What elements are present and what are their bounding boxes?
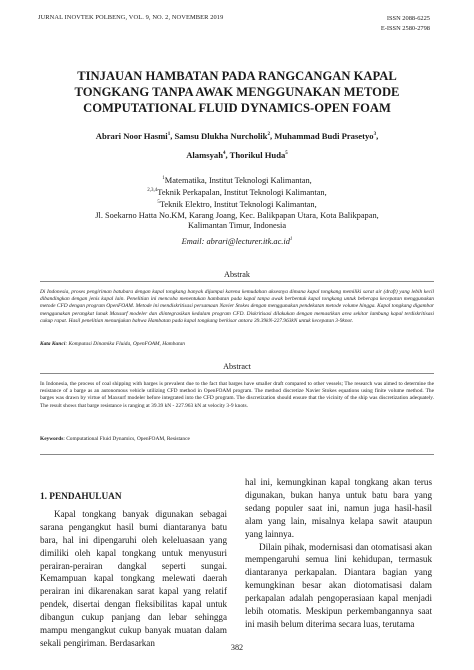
kata-kunci-label: Kata Kunci [40,341,66,347]
email-address[interactable]: Email: abrari@lecturer.itk.ac.id [181,237,290,246]
affiliation-text: Teknik Elektro, Institut Teknologi Kalimantan, [159,200,317,210]
paragraph: Kapal tongkang banyak digunakan sebagai sarana pengangkut hasil bumi diantaranya batu bara, hal ini dipengaruhi oleh keleluasaan yang dimiliki oleh kapal tongkang untuk menyusuri perairan-perairan dangkal seperti sungai. Kemampuan kapal tongkang melewati daerah perairan ini dikarenakan sarat kapal yang relatif pendek, disertai dengan fleksibilitas kapal untuk dibangun cukup panjang dan lebar sehingga mampu mengangkut cukup banyak muatan dalam sekali pengiriman. Berdasarkan [40,508,227,648]
divider [40,281,434,282]
abstrak-body: Di Indonesia, proses pengiriman batubara dengan kapal tongkang banyak dijumpai karena kemudahan aksesnya dimana kapal tongkang memiliki sarat air (draft) yang lebih kecil dibandingkan dengan jenis kapal lain. Penelitian ini mencoba menentukan hambatan pada kapal tanpa awak berbentuk kapal tongkang untuk beberapa kecepatan menggunakan metode CFD dengan program OpenFOAM. Metode ini mendiskritisasi persamaan Navier Stokes dengan menggunakan pendekatan metode volume hingga. Kapal tongkang digambar menggunakan perangkat lunak Maxsurf modeler dan diintegrasikan kedalam program CFD. Diskritisasi dilakukan dengan memastikan area sekitar lambung kapal terdiskritisasi cukup rapat. Hasil penelitian menunjukan bahwa Hambatan pada kapal tongkang berkisar antara 39.39kN-227.963kN untuk kecepatan 3-9knot. [40,289,435,324]
journal-header: JURNAL INOVTEK POLBENG, VOL. 9, NO. 2, NOVEMBER 2019 [38,14,224,21]
keywords-text: : Computational Fluid Dynamics, OpenFOAM, Resistance [63,436,190,442]
author-sup: 1 [167,132,171,137]
author-sep: , [376,130,379,141]
section-title: 1. PENDAHULUAN [40,492,122,502]
author-line [40,126,434,145]
affiliations [40,174,434,231]
email-sup: 1 [289,237,293,243]
author-sup: 3 [373,132,377,137]
left-column [40,491,227,650]
abstrak-heading: Abstrak [224,270,250,279]
author-name: Abrari Noor Hasmi [95,130,168,141]
abstract-heading: Abstract [223,362,251,371]
author-list [40,126,434,164]
affiliation-text: Matematika, Institut Teknologi Kalimantan, [164,175,312,185]
title-line: TINJAUAN HAMBATAN PADA RANGCANGAN KAPAL [77,69,397,83]
keywords-label: Keywords [40,436,64,442]
author-sup: 5 [285,150,288,156]
title-line: TONGKANG TANPA AWAK MENGGUNAKAN METODE [74,85,400,99]
paragraph: hal ini, kemungkinan kapal tongkang akan terus digunakan, bukan hanya untuk batu bara yang sedang populer saat ini, namun juga hasil-hasil alam yang lain, misalnya kelapa sawit ataupun yang lainnya. [245,477,432,539]
affiliation-sup: 1 [162,176,165,181]
issn-block [381,14,430,34]
author-name: , Samsu Dlukha Nurcholik [170,130,268,141]
page-number: 382 [230,643,244,652]
address-line: Kalimantan Timur, Indonesia [187,221,287,231]
right-column [245,476,432,631]
keywords [40,436,434,442]
affiliation-line [40,186,434,198]
author-name: , Muhammad Budi Prasetyo [269,130,374,141]
paper-title [40,68,434,116]
author-name: Alamsyah [186,149,223,160]
author-sup: 4 [222,150,226,156]
email-line [40,237,434,246]
title-line: COMPUTATIONAL FLUID DYNAMICS-OPEN FOAM [83,101,391,115]
issn: ISSN 2088-6225 [386,15,430,22]
paragraph: Dilain pihak, modernisasi dan otomatisasi akan mempengaruhi semua lini kehidupan, termasuk diantaranya perkapalan. Diantara bagian yang kemungkinan besar akan diotomatisasi dalam perkapalan adalah pengoperasiaan kapal menjadi lebih otomatis. Meskipun perkembangannya saat ini masih belum diterima secara luas, terutama [245,541,432,629]
affiliation-sup: 2,3,4 [147,188,158,194]
author-name: , Thorikul Huda [225,149,286,160]
eissn: E-ISSN 2580-2798 [380,25,430,32]
affiliation-line [40,198,434,210]
kata-kunci-text: : Komputasi Dinamika Fluida, OpenFOAM, Hambatan [65,341,185,347]
divider [40,373,434,374]
author-sup: 2 [267,132,270,137]
affiliation-sup: 5 [157,200,160,206]
abstract-body: In Indonesia, the process of coal shipping with barges is prevalent due to the fact that barges have smaller draft compared to other vessels; The research was aimed to determine the resistance of a barge as an autonomous vehicle utilizing CFD method in OpenFOAM program. The method discretize Navier Stokes equations using finite volume method. The barges was drawn by virtue of Maxsurf modeler before integrated into the CFD program. The discretization should ensure that the vicinity of the ship was discretization adequately. The result shows that barge resistance is ranging at 39.39 kN - 227.963 kN at velocity 3-9 knots. [40,381,434,409]
affiliation-text: Teknik Perkapalan, Institut Teknologi Kalimantan, [157,188,327,197]
address-line: Jl. Soekarno Hatta No.KM, Karang Joang, Kec. Balikpapan Utara, Kota Balikpapan, [95,210,379,220]
affiliation-line [40,174,434,186]
divider [40,454,434,455]
author-line [40,145,434,164]
kata-kunci [40,341,434,347]
